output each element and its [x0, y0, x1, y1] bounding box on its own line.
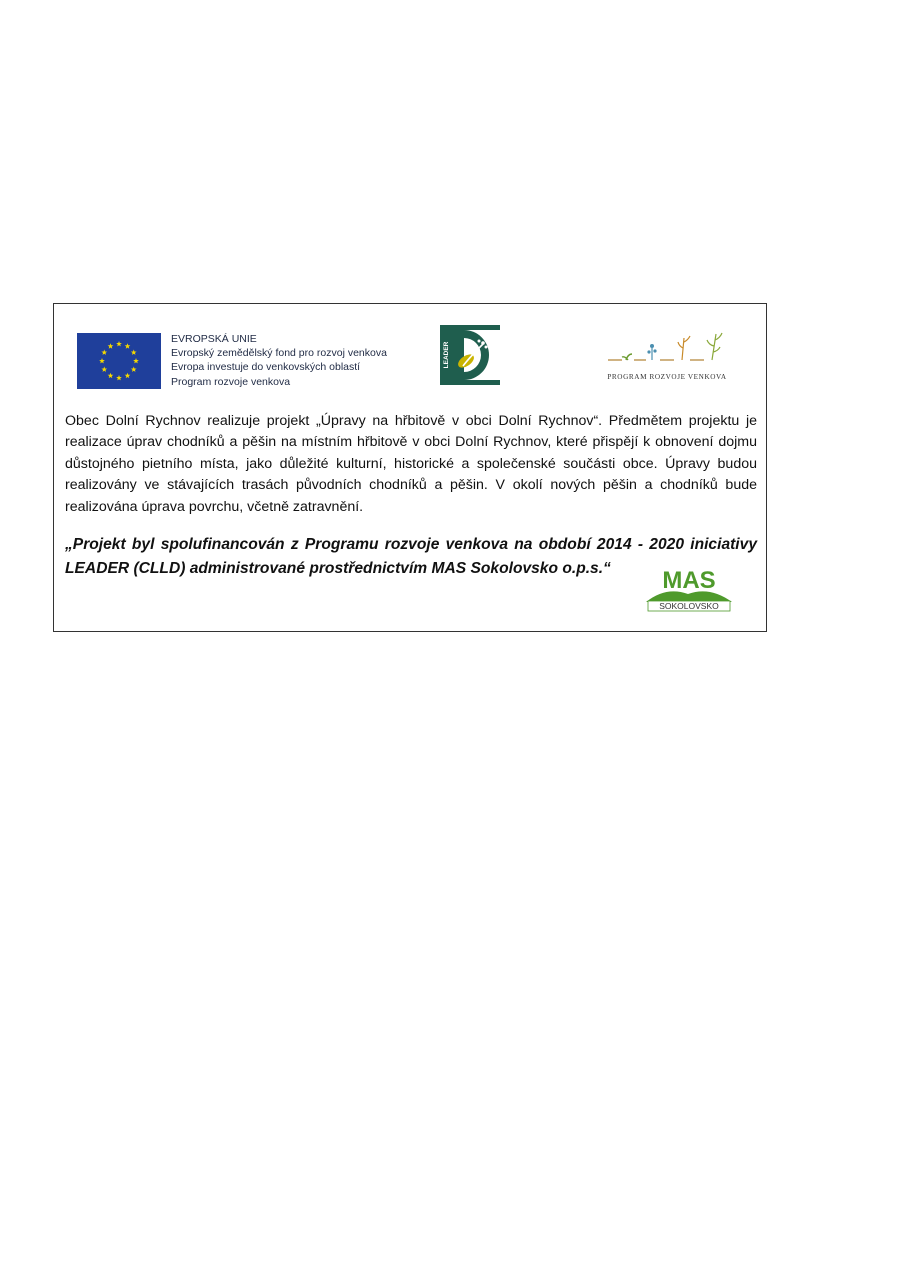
eu-flag-icon [77, 333, 161, 389]
eu-title: EVROPSKÁ UNIE [171, 333, 257, 345]
program-rozvoje-venkova-logo [592, 330, 738, 386]
funding-statement: „Projekt byl spolufinancován z Programu rozvoje venkova na období 2014 - 2020 iniciativy LEADER (CLLD) administrované prostřednictvím MAS Sokolovsko o.p.s.“ [65, 536, 757, 577]
mas-subtitle: SOKOLOVSKO [659, 601, 719, 611]
eu-fund-name: Evropský zemědělský fond pro rozvoj venkova [171, 347, 387, 360]
leader-logo [439, 324, 501, 386]
project-description: Obec Dolní Rychnov realizuje projekt „Úpravy na hřbitově v obci Dolní Rychnov“. Předmětem projektu je realizace úprav chodníků a pěšin na místním hřbitově v obci Dolní Rychnov, které přispějí k obnovení dojmu důstojného pietního místa, jako důležité kulturní, historické a společenské součásti obce. Úpravy budou realizovány ve stávajících trasách původních chodníků a pěšin. V okolí nových pěšin a chodníků bude realizována úprava povrchu, včetně zatravnění. [65, 413, 757, 515]
eu-program-name: Program rozvoje venkova [171, 375, 291, 388]
eu-text [171, 332, 411, 389]
prv-caption: PROGRAM ROZVOJE VENKOVA [607, 373, 727, 381]
mas-sokolovsko-logo [644, 566, 734, 612]
eu-slogan: Evropa investuje do venkovských oblastí [171, 361, 361, 374]
mas-title: MAS [662, 567, 716, 594]
project-notice-box [53, 303, 767, 632]
leader-text: LEADER [443, 341, 450, 369]
eu-funding-block [77, 332, 407, 390]
